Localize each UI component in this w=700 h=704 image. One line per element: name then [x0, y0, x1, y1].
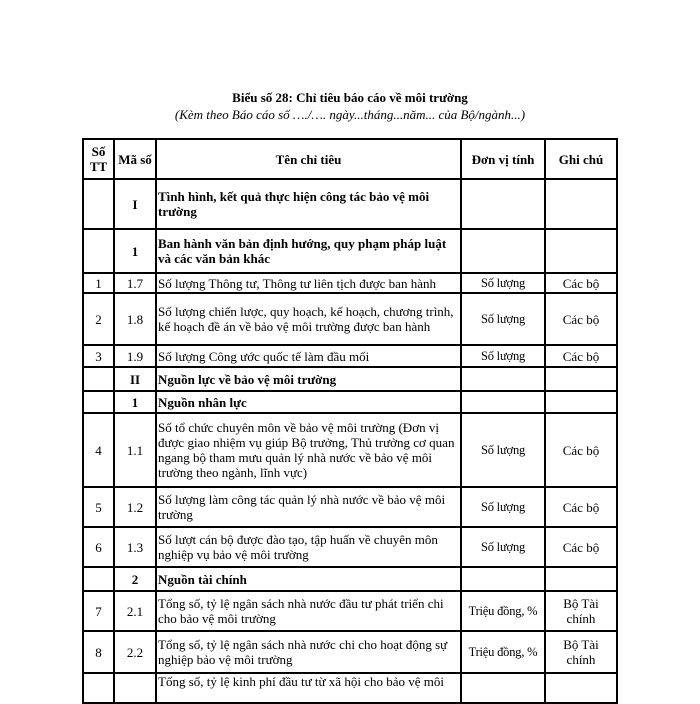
row-ghi-chu: Các bộ — [545, 527, 617, 567]
row-ten-chi-tieu: Số lượng làm công tác quản lý nhà nước về bảo vệ môi trường — [156, 487, 461, 527]
header-ma-so: Mã số — [114, 139, 156, 179]
row-don-vi-tinh: Số lượng — [461, 273, 545, 293]
row-ghi-chu: Các bộ — [545, 413, 617, 487]
row-ma-so: 1 — [114, 391, 156, 413]
row-ten-chi-tieu: Nguồn lực về bảo vệ môi trường — [156, 367, 461, 391]
table-row — [83, 179, 617, 229]
row-don-vi-tinh: Số lượng — [461, 345, 545, 367]
table-row — [83, 567, 617, 591]
row-ma-so: I — [114, 179, 156, 229]
table-body — [83, 179, 617, 703]
row-stt: 8 — [83, 631, 114, 673]
row-ma-so: 2 — [114, 567, 156, 591]
header-don-vi-tinh: Đơn vị tính — [461, 139, 545, 179]
row-ma-so: 1.1 — [114, 413, 156, 487]
table-row — [83, 345, 617, 367]
row-ghi-chu: Bộ Tài chính — [545, 591, 617, 631]
table-row — [83, 367, 617, 391]
row-stt: 4 — [83, 413, 114, 487]
row-ten-chi-tieu: Tổng số, tỷ lệ ngân sách nhà nước đầu tư phát triển chi cho bảo vệ môi trường — [156, 591, 461, 631]
row-ma-so — [114, 673, 156, 703]
row-don-vi-tinh — [461, 179, 545, 229]
row-stt: 3 — [83, 345, 114, 367]
row-ten-chi-tieu: Nguồn nhân lực — [156, 391, 461, 413]
row-ma-so: 1.8 — [114, 293, 156, 345]
row-stt: 5 — [83, 487, 114, 527]
table-row — [83, 631, 617, 673]
header-stt: Số TT — [83, 139, 114, 179]
row-ghi-chu: Các bộ — [545, 345, 617, 367]
table-row — [83, 527, 617, 567]
table-row — [83, 293, 617, 345]
row-ghi-chu: Bộ Tài chính — [545, 631, 617, 673]
row-don-vi-tinh: Số lượng — [461, 487, 545, 527]
row-ten-chi-tieu: Số tổ chức chuyên môn về bảo vệ môi trường (Đơn vị được giao nhiệm vụ giúp Bộ trưởng, Thủ trưởng cơ quan ngang bộ tham mưu quản lý nhà nước về bảo vệ môi trường theo ngành, lĩnh vực) — [156, 413, 461, 487]
row-ten-chi-tieu: Số lượt cán bộ được đào tạo, tập huấn về chuyên môn nghiệp vụ bảo vệ môi trường — [156, 527, 461, 567]
row-stt: 1 — [83, 273, 114, 293]
row-ghi-chu — [545, 391, 617, 413]
row-ma-so: II — [114, 367, 156, 391]
row-ten-chi-tieu: Ban hành văn bản định hướng, quy phạm pháp luật và các văn bản khác — [156, 229, 461, 273]
row-ten-chi-tieu: Số lượng Thông tư, Thông tư liên tịch được ban hành — [156, 273, 461, 293]
row-don-vi-tinh — [461, 567, 545, 591]
row-don-vi-tinh — [461, 367, 545, 391]
row-ghi-chu: Các bộ — [545, 487, 617, 527]
row-stt — [83, 673, 114, 703]
row-ghi-chu — [545, 673, 617, 703]
row-don-vi-tinh — [461, 229, 545, 273]
row-ghi-chu — [545, 179, 617, 229]
row-don-vi-tinh: Số lượng — [461, 527, 545, 567]
table-row — [83, 229, 617, 273]
row-ten-chi-tieu: Số lượng Công ước quốc tế làm đầu mối — [156, 345, 461, 367]
row-ghi-chu — [545, 229, 617, 273]
row-don-vi-tinh: Triệu đồng, % — [461, 631, 545, 673]
row-don-vi-tinh: Số lượng — [461, 293, 545, 345]
header-ten-chi-tieu: Tên chỉ tiêu — [156, 139, 461, 179]
row-ten-chi-tieu: Số lượng chiến lược, quy hoạch, kế hoạch, chương trình, kế hoạch đề án về bảo vệ môi trường được ban hành — [156, 293, 461, 345]
row-ghi-chu: Các bộ — [545, 273, 617, 293]
row-ma-so: 1.7 — [114, 273, 156, 293]
row-stt — [83, 179, 114, 229]
row-ghi-chu — [545, 367, 617, 391]
row-ma-so: 1.9 — [114, 345, 156, 367]
row-stt — [83, 229, 114, 273]
row-don-vi-tinh: Triệu đồng, % — [461, 591, 545, 631]
row-don-vi-tinh — [461, 391, 545, 413]
table-header-row — [83, 139, 617, 179]
table-row — [83, 413, 617, 487]
row-stt — [83, 367, 114, 391]
table-row — [83, 673, 617, 703]
row-don-vi-tinh: Số lượng — [461, 413, 545, 487]
row-ghi-chu: Các bộ — [545, 293, 617, 345]
row-ghi-chu — [545, 567, 617, 591]
row-stt — [83, 391, 114, 413]
row-ma-so: 2.2 — [114, 631, 156, 673]
row-ma-so: 2.1 — [114, 591, 156, 631]
row-ten-chi-tieu: Tình hình, kết quả thực hiện công tác bảo vệ môi trường — [156, 179, 461, 229]
row-ma-so: 1.3 — [114, 527, 156, 567]
row-ma-so: 1.2 — [114, 487, 156, 527]
row-stt — [83, 567, 114, 591]
document-subtitle: (Kèm theo Báo cáo số …./…. ngày...tháng...năm... của Bộ/ngành...) — [174, 107, 526, 122]
row-ma-so: 1 — [114, 229, 156, 273]
row-ten-chi-tieu: Tổng số, tỷ lệ kinh phí đầu tư từ xã hội cho bảo vệ môi — [156, 673, 461, 703]
row-ten-chi-tieu: Nguồn tài chính — [156, 567, 461, 591]
document-title: Biểu số 28: Chỉ tiêu báo cáo về môi trường — [232, 90, 468, 105]
header-ghi-chu: Ghi chú — [545, 139, 617, 179]
row-stt: 2 — [83, 293, 114, 345]
row-stt: 6 — [83, 527, 114, 567]
table-row — [83, 273, 617, 293]
row-ten-chi-tieu: Tổng số, tỷ lệ ngân sách nhà nước chi cho hoạt động sự nghiệp bảo vệ môi trường — [156, 631, 461, 673]
indicator-table — [82, 138, 618, 704]
row-don-vi-tinh — [461, 673, 545, 703]
row-stt: 7 — [83, 591, 114, 631]
table-row — [83, 591, 617, 631]
table-row — [83, 391, 617, 413]
table-row — [83, 487, 617, 527]
